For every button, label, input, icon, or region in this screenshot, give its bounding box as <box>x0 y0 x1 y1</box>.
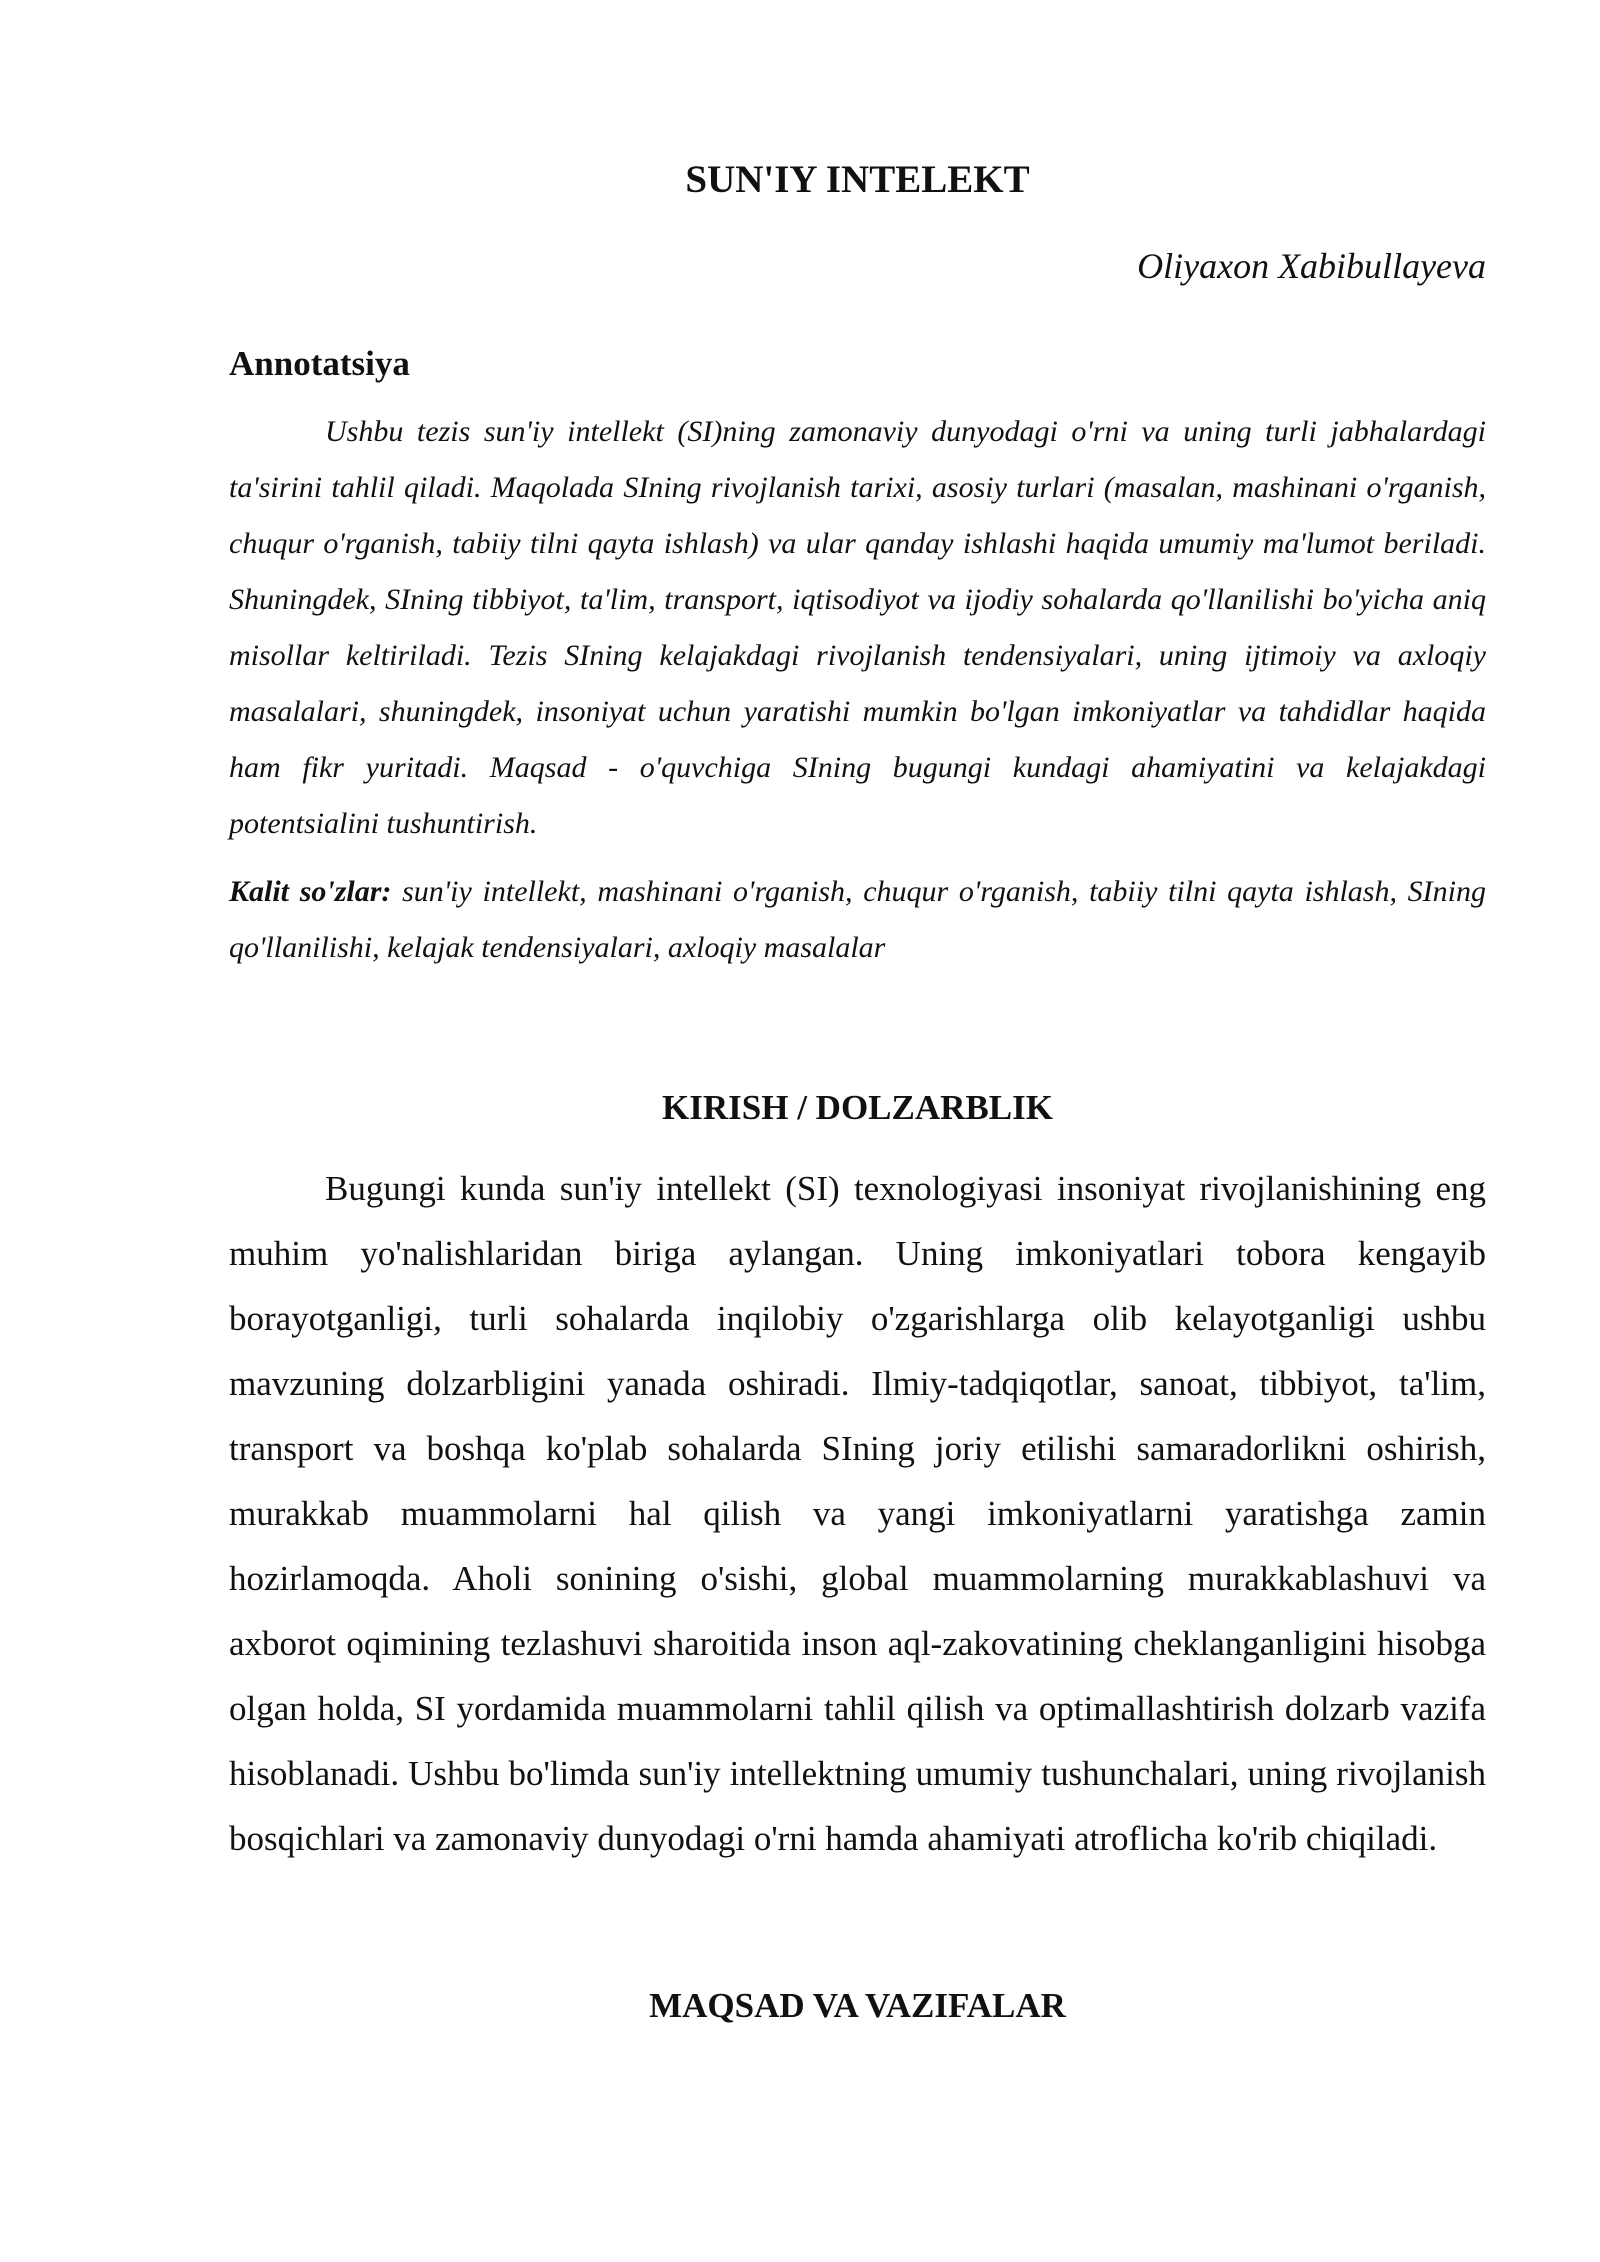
intro-body: Bugungi kunda sun'iy intellekt (SI) texnologiyasi insoniyat rivojlanishining eng muhim yo'nalishlaridan biriga aylangan. Uning imkoniyatlari tobora kengayib borayotganligi, turli sohalarda inqilobiy o'zgarishlarga olib kelayotganligi ushbu mavzuning dolzarbligini yanada oshiradi. Ilmiy-tadqiqotlar, sanoat, tibbiyot, ta'lim, transport va boshqa ko'plab sohalarda SIning joriy etilishi samaradorlikni oshirish, murakkab muammolarni hal qilish va yangi imkoniyatlarni yaratishga zamin hozirlamoqda. Aholi sonining o'sishi, global muammolarning murakkablashuvi va axborot oqimining tezlashuvi sharoitida inson aql-zakovatining cheklanganligini hisobga olgan holda, SI yordamida muammolarni tahlil qilish va optimallashtirish dolzarb vazifa hisoblanadi. Ushbu bo'limda sun'iy intellektning umumiy tushunchalari, uning rivojlanish bosqichlari va zamonaviy dunyodagi o'rni hamda ahamiyati atroflicha ko'rib chiqiladi. <box>229 1169 1486 1858</box>
keywords-label: Kalit so'zlar: <box>229 875 392 908</box>
annotation-heading: Annotatsiya <box>229 344 410 383</box>
intro-heading: KIRISH / DOLZARBLIK <box>662 1088 1053 1127</box>
document-title: SUN'IY INTELEKT <box>685 158 1030 201</box>
keywords-paragraph <box>229 864 1486 976</box>
goals-heading: MAQSAD VA VAZIFALAR <box>649 1986 1066 2025</box>
author-name: Oliyaxon Xabibullayeva <box>1137 246 1486 286</box>
keywords-list: sun'iy intellekt, mashinani o'rganish, chuqur o'rganish, tabiiy tilni qayta ishlash, SIning qo'llanilishi, kelajak tendensiyalari, axloqiy masalalar <box>229 875 1486 964</box>
annotation-body: Ushbu tezis sun'iy intellekt (SI)ning zamonaviy dunyodagi o'rni va uning turli jabhalardagi ta'sirini tahlil qiladi. Maqolada SIning rivojlanish tarixi, asosiy turlari (masalan, mashinani o'rganish, chuqur o'rganish, tabiiy tilni qayta ishlash) va ular qanday ishlashi haqida umumiy ma'lumot beriladi. Shuningdek, SIning tibbiyot, ta'lim, transport, iqtisodiyot va ijodiy sohalarda qo'llanilishi bo'yicha aniq misollar keltiriladi. Tezis SIning kelajakdagi rivojlanish tendensiyalari, uning ijtimoiy va axloqiy masalalari, shuningdek, insoniyat uchun yaratishi mumkin bo'lgan imkoniyatlar va tahdidlar haqida ham fikr yuritadi. Maqsad - o'quvchiga SIning bugungi kundagi ahamiyatini va kelajakdagi potentsialini tushuntirish. <box>229 415 1486 840</box>
